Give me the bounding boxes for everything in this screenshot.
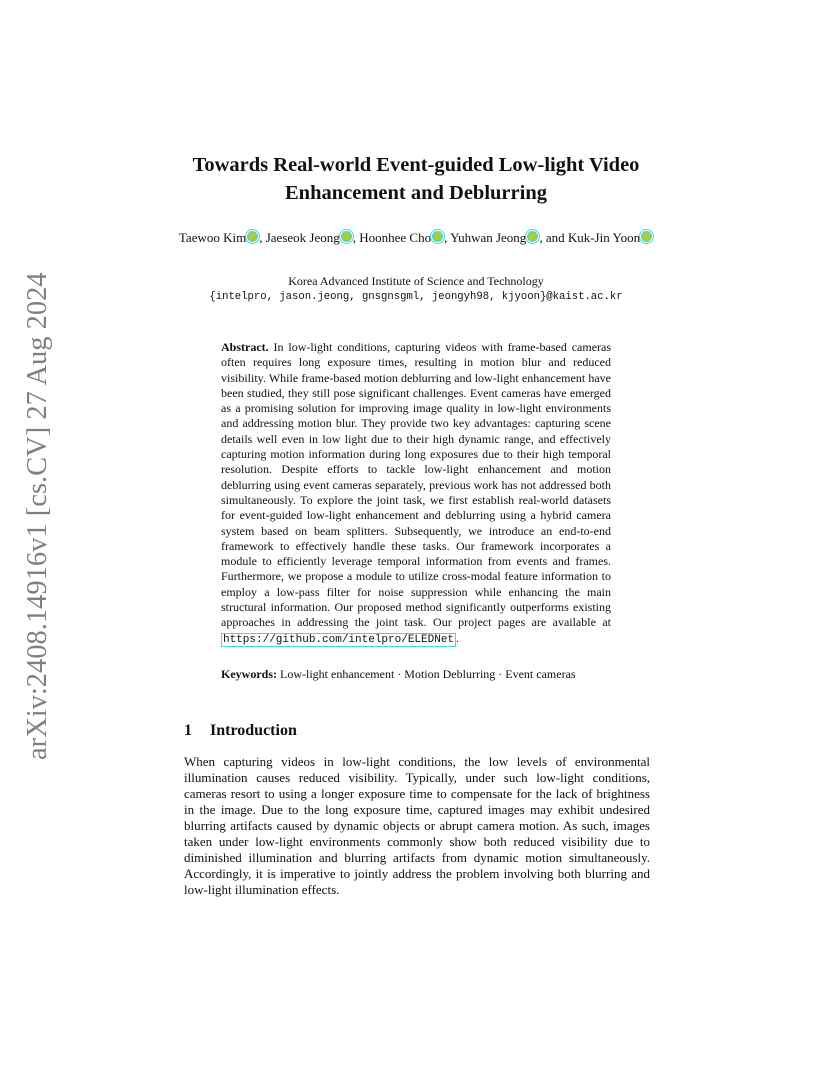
orcid-icon[interactable] bbox=[247, 231, 258, 242]
author-name: Yuhwan Jeong bbox=[450, 230, 527, 245]
project-link[interactable]: https://github.com/intelpro/ELEDNet bbox=[223, 633, 455, 646]
abstract-end: . bbox=[456, 630, 460, 645]
section-title: Introduction bbox=[210, 722, 297, 739]
author-list bbox=[170, 229, 662, 247]
author-separator: , bbox=[259, 230, 266, 245]
author-name: Taewoo Kim bbox=[178, 230, 247, 245]
section-heading bbox=[184, 720, 297, 742]
abstract bbox=[221, 340, 611, 648]
orcid-icon[interactable] bbox=[341, 231, 352, 242]
orcid-icon[interactable] bbox=[432, 231, 443, 242]
author-name: Jaeseok Jeong bbox=[265, 230, 340, 245]
intro-paragraph: When capturing videos in low-light conditions, the low levels of environmental illumination causes reduced visibility. Typically, under such low-light conditions, cameras resort to using a longer exposure time to compensate for the lack of brightness in the image. Due to the long exposure time, captured images may exhibit undesired blurring artifacts caused by dynamic objects or abrupt camera motion. As such, images taken under low-light environments commonly show both reduced visibility due to diminished illumination and blurring artifacts from dynamic motion simultaneously. Accordingly, it is imperative to jointly address the problem involving both blurring and low-light illumination effects. bbox=[184, 754, 650, 897]
keywords-label: Keywords: bbox=[221, 667, 277, 681]
keywords-text: Low-light enhancement · Motion Deblurring · Event cameras bbox=[280, 667, 576, 681]
abstract-label: Abstract. bbox=[221, 340, 269, 354]
paper-title: Towards Real-world Event-guided Low-light Video Enhancement and Deblurring bbox=[192, 154, 640, 204]
author-separator: , and bbox=[539, 230, 568, 245]
orcid-icon[interactable] bbox=[641, 231, 652, 242]
arxiv-identifier: arXiv:2408.14916v1 [cs.CV] 27 Aug 2024 bbox=[22, 272, 53, 760]
orcid-icon[interactable] bbox=[527, 231, 538, 242]
author-separator: , bbox=[352, 230, 360, 245]
abstract-text: In low-light conditions, capturing videos with frame-based cameras often requires long exposure times, resulting in motion blur and reduced visibility. While frame-based motion deblurring and low-light enhancement have been studied, they still pose significant challenges. Event cameras have emerged as a promising solution for improving image quality in low-light environments and addressing motion blur. They provide two key advantages: capturing scene details well even in low light due to their high dynamic range, and effectively capturing motion information during long exposures due to their high temporal resolution. Despite efforts to tackle low-light enhancement and motion deblurring using event cameras separately, previous work has not addressed both simultaneously. To explore the joint task, we first establish real-world datasets for event-guided low-light enhancement and deblurring using a hybrid camera system based on beam splitters. Subsequently, we introduce an end-to-end framework to effectively handle these tasks. Our framework incorporates a module to efficiently leverage temporal information from events and frames. Furthermore, we propose a module to utilize cross-modal feature information to employ a low-pass filter for noise suppression while enhancing the main structural information. Our proposed method significantly outperforms existing approaches in addressing the joint task. Our project pages are available at bbox=[221, 340, 612, 630]
affiliation: Korea Advanced Institute of Science and Technology bbox=[288, 274, 544, 288]
author-name: Kuk-Jin Yoon bbox=[567, 230, 641, 245]
author-emails: {intelpro, jason.jeong, gnsgnsgml, jeongyh98, kjyoon}@kaist.ac.kr bbox=[209, 291, 623, 303]
keywords bbox=[221, 667, 611, 682]
author-separator: , bbox=[444, 230, 451, 245]
author-name: Hoonhee Cho bbox=[359, 230, 432, 245]
section-number: 1 bbox=[184, 722, 192, 739]
